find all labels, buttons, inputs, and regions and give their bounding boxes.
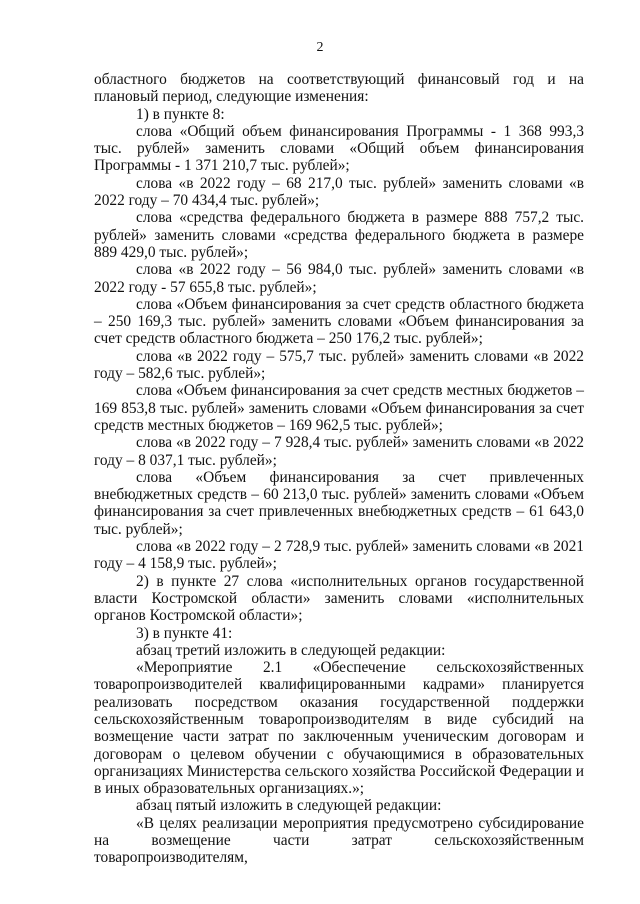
paragraph: слова «Объем финансирования за счет средств областного бюджета – 250 169,3 тыс. рублей» заменить словами «Объем финансирования за счет средств областного бюджета – 250 176,2 тыс. рублей»; [94,295,584,348]
paragraph: слова «в 2022 году – 575,7 тыс. рублей» заменить словами «в 2022 году – 582,6 тыс. рублей»; [94,347,584,383]
paragraph: слова «в 2022 году – 56 984,0 тыс. рублей» заменить словами «в 2022 году - 57 655,8 тыс. рублей»; [94,261,584,296]
paragraph: слова «Объем финансирования за счет средств местных бюджетов – 169 853,8 тыс. рублей» заменить словами «Объем финансирования за счет средств местных бюджетов – 169 962,5 тыс. рублей»; [94,382,584,434]
paragraph: областного бюджетов на соответствующий финансовый год и на плановый период, следующие изменения: [94,71,584,106]
paragraph: абзац третий изложить в следующей редакции: [136,641,446,659]
paragraph: «Мероприятие 2.1 «Обеспечение сельскохозяйственных товаропроизводителей квалифицированными кадрами» планируется реализовать посредством оказания государственной поддержки сельскохозяйственным товаропроизводителям в виде субсидий на возмещение части затрат по заключенным ученическим договорам и договорам о целевом обучении с обучающимися в образовательных организациях Министерства сельского хозяйства Российской Федерации и в иных образовательных организациях.»; [94,659,584,798]
paragraph: слова «в 2022 году – 2 728,9 тыс. рублей» заменить словами «в 2021 году – 4 158,9 тыс. рублей»; [94,538,584,573]
paragraph: слова «Общий объем финансирования Программы - 1 368 993,3 тыс. рублей» заменить словами «Общий объем финансирования Программы - 1 371 210,7 тыс. рублей»; [94,122,584,175]
document-body [94,71,584,867]
paragraph: 2) в пункте 27 слова «исполнительных органов государственной власти Костромской области» заменить словами «исполнительных органов Костромской области»; [94,572,584,625]
page-number: 2 [316,40,324,55]
paragraph: слова «в 2022 году – 7 928,4 тыс. рублей» заменить словами «в 2022 году – 8 037,1 тыс. рублей»; [94,434,584,469]
paragraph: слова «средства федерального бюджета в размере 888 757,2 тыс. рублей» заменить словами «средства федерального бюджета в размере 889 429,0 тыс. рублей»; [94,209,584,261]
paragraph: слова «Объем финансирования за счет привлеченных внебюджетных средств – 60 213,0 тыс. рублей» заменить словами «Объем финансирования за счет привлеченных внебюджетных средств – 61 643,0 тыс. рублей»; [94,468,584,538]
paragraph: абзац пятый изложить в следующей редакции: [136,797,442,815]
paragraph: 3) в пункте 41: [136,624,233,642]
paragraph: слова «в 2022 году – 68 217,0 тыс. рублей» заменить словами «в 2022 году – 70 434,4 тыс. рублей»; [94,174,584,210]
paragraph: «В целях реализации мероприятия предусмотрено субсидирование на возмещение части затрат сельскохозяйственным товаропроизводителям, [94,814,584,867]
paragraph: 1) в пункте 8: [136,105,225,123]
